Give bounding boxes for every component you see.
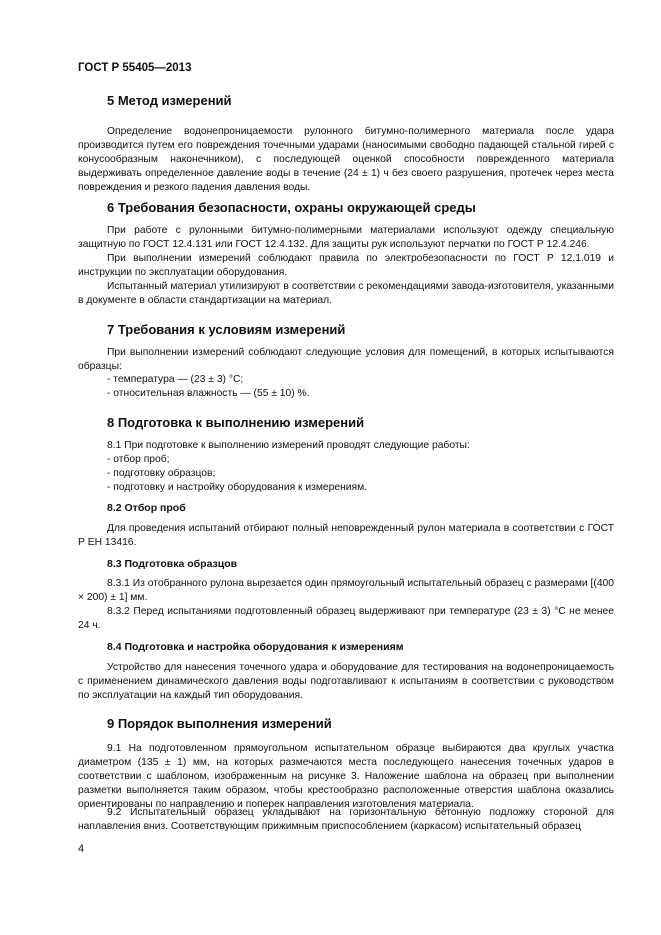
section-9-heading: 9 Порядок выполнения измерений <box>107 716 332 731</box>
list-item: - температура — (23 ± 3) °C; <box>107 374 244 385</box>
section-5-paragraph: Определение водонепроницаемости рулонного битумно-полимерного материала после удара производится путем его повреждения точечными ударами (наносимыми свободно падающей стальной гирей с конусообразным наконечником), с последующей оценкой способности поврежденного материала выдерживать определенное давление воды в течение (24 ± 1) ч без своего разрушения, протечек через места повреждения и резкого падения давления воды. <box>78 126 614 193</box>
page-number: 4 <box>78 843 85 855</box>
section-9-paragraph-2: 9.2 Испытательный образец укладывают на горизонтальную бетонную подложку стороной для наплавления вниз. Соответствующим прижимным приспособлением (каркасом) испытательный образец <box>78 807 614 832</box>
subsection-8-3-2: 8.3.2 Перед испытаниями подготовленный образец выдерживают при температуре (23 ± 3) °C не менее 24 ч. <box>78 606 614 631</box>
list-item: - отбор проб; <box>107 454 170 465</box>
subsection-8-2-heading: 8.2 Отбор проб <box>107 502 186 514</box>
section-8-heading: 8 Подготовка к выполнению измерений <box>107 415 365 430</box>
list-item: - подготовку и настройку оборудования к измерениям. <box>107 482 368 493</box>
subsection-8-4-paragraph: Устройство для нанесения точечного удара и оборудование для тестирования на водонепроницаемость с применением динамического давления воды подготавливают к испытаниям в соответствии с руководством по эксплуатации на каждый тип оборудования. <box>78 662 614 701</box>
section-9-paragraph-1: 9.1 На подготовленном прямоугольном испытательном образце выбираются два круглых участка диаметром (135 ± 1) мм, на которых размечаются места последующего нанесения точечных ударов в соответствии с шаблоном, изображенным на рисунке 3. Наложение шаблона на образец при выполнении разметки выполняется таким образом, чтобы крестообразно расположенные отверстия шаблона оказались ориентированы по направлению и поперек направления изготовления материала. <box>78 743 614 810</box>
section-5-heading: 5 Метод измерений <box>107 93 232 108</box>
section-7-paragraph: При выполнении измерений соблюдают следующие условия для помещений, в которых испытываются образцы: <box>78 347 614 372</box>
section-6-paragraph-2: При выполнении измерений соблюдают правила по электробезопасности по ГОСТ Р 12.1.019 и инструкции по эксплуатации оборудования. <box>78 253 614 278</box>
list-item: - подготовку образцов; <box>107 468 216 479</box>
standard-designation: ГОСТ Р 55405—2013 <box>78 62 192 74</box>
subsection-8-4-heading: 8.4 Подготовка и настройка оборудования к измерениям <box>107 641 404 653</box>
section-7-heading: 7 Требования к условиям измерений <box>107 322 346 337</box>
section-6-paragraph-1: При работе с рулонными битумно-полимерными материалами используют одежду специальную защитную по ГОСТ 12.4.131 или ГОСТ 12.4.132. Для защиты рук используют перчатки по ГОСТ Р 12.4.246. <box>78 225 614 250</box>
section-8-paragraph-1: 8.1 При подготовке к выполнению измерений проводят следующие работы: <box>107 440 470 451</box>
subsection-8-3-1: 8.3.1 Из отобранного рулона вырезается один прямоугольный испытательный образец с размерами [(400 × 200) ± 1] мм. <box>78 578 614 603</box>
section-6-heading: 6 Требования безопасности, охраны окружающей среды <box>107 200 476 215</box>
subsection-8-3-heading: 8.3 Подготовка образцов <box>107 558 238 570</box>
list-item: - относительная влажность — (55 ± 10) %. <box>107 388 310 399</box>
section-6-paragraph-3: Испытанный материал утилизируют в соответствии с рекомендациями завода-изготовителя, указанными в документе в области стандартизации на материал. <box>78 281 614 306</box>
subsection-8-2-paragraph: Для проведения испытаний отбирают полный неповрежденный рулон материала в соответствии с ГОСТ Р ЕН 13416. <box>78 523 614 548</box>
